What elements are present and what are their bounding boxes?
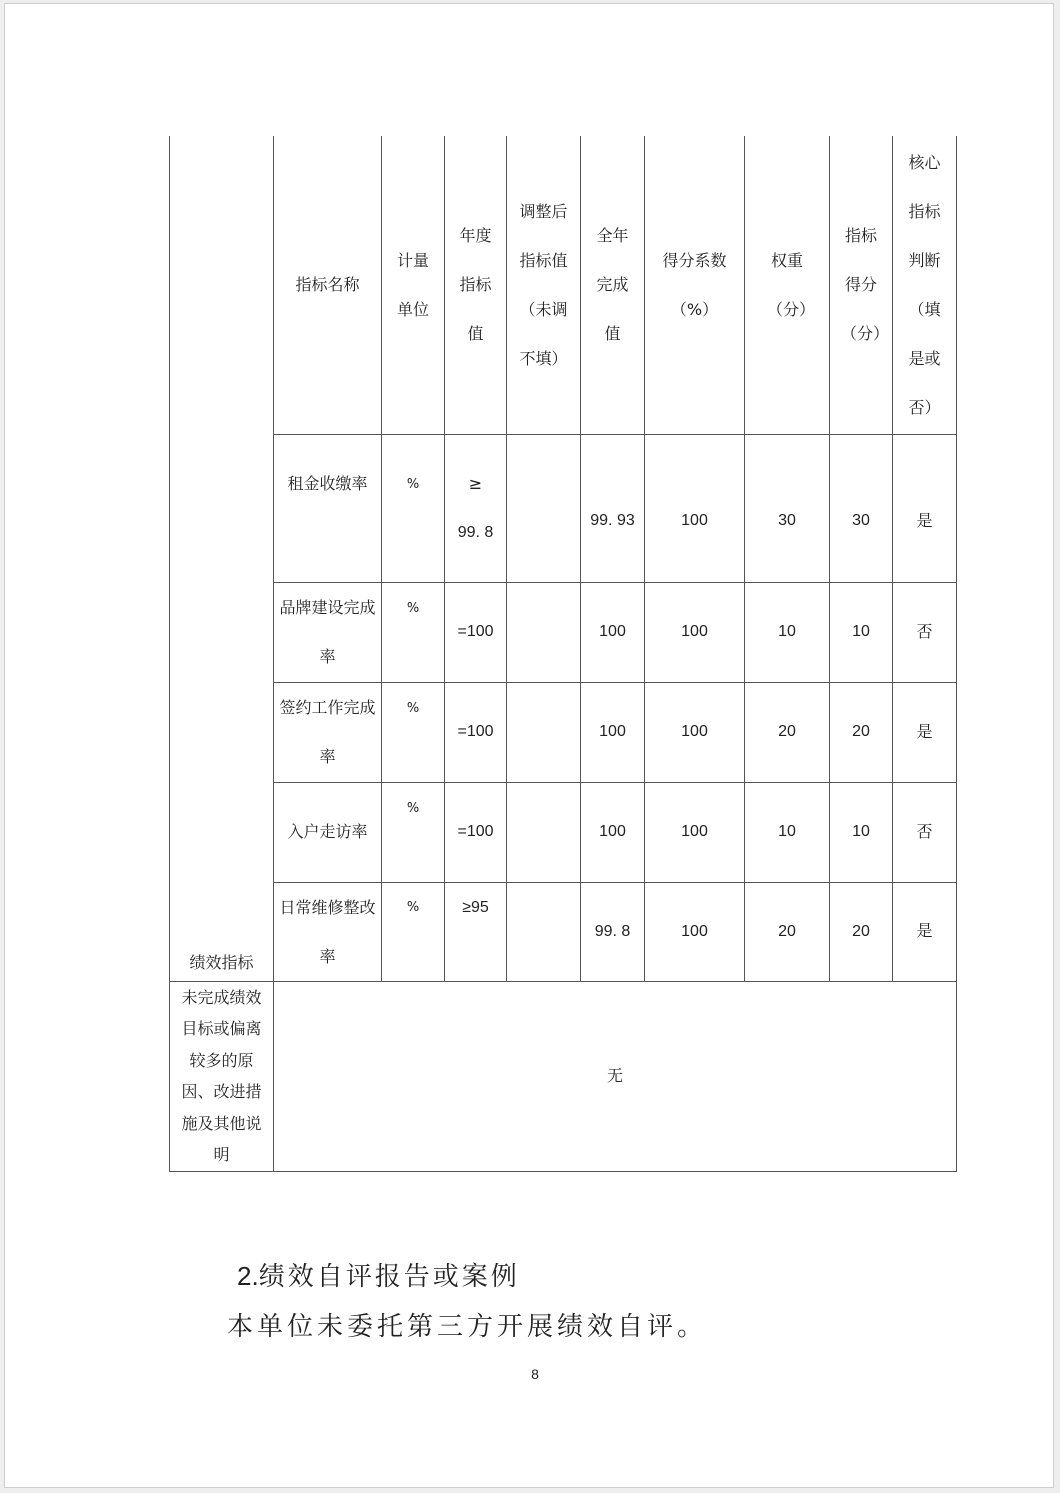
table-row [170,882,957,981]
notes-row [170,981,957,1171]
header-weight: 权重（分） [745,136,830,434]
adjusted-target-value [507,782,581,882]
category-label: 绩效指标 [189,953,254,972]
core-indicator-value: 否 [893,582,957,682]
notes-value-cell: 无 [274,981,957,1171]
annual-target-value: =100 [445,582,507,682]
adjusted-target-value [507,434,581,582]
actual-completion-value: 99. 93 [581,434,645,582]
section-body-text: 本单位未委托第三方开展绩效自评。 [227,1312,708,1342]
weight-value: 10 [745,582,830,682]
score-value: 20 [830,682,893,782]
score-coefficient-value: 100 [645,434,745,582]
header-adjusted-target: 调整后指标值（未调不填） [507,136,581,434]
weight-value: 30 [745,434,830,582]
section-number: 2. [237,1261,259,1291]
weight-value: 10 [745,782,830,882]
weight-value: 20 [745,882,830,981]
annual-target-value: =100 [445,682,507,782]
page-number: 8 [531,1366,539,1382]
annual-target-value: ≥ 99. 8 [445,434,507,582]
score-value: 10 [830,782,893,882]
core-indicator-value: 是 [893,682,957,782]
unit-value: % [382,582,445,682]
annual-target-value: ≥95 [445,882,507,981]
actual-completion-value: 99. 8 [581,882,645,981]
score-value: 20 [830,882,893,981]
annual-target-value: =100 [445,782,507,882]
indicator-name: 入户走访率 [274,782,382,882]
adjusted-target-value [507,582,581,682]
table-row [170,682,957,782]
header-actual-completion: 全年完成值 [581,136,645,434]
document-page [4,3,1054,1488]
section-title: 绩效自评报告或案例 [258,1262,520,1292]
score-coefficient-value: 100 [645,582,745,682]
unit-value: % [382,782,445,882]
header-unit: 计量单位 [382,136,445,434]
adjusted-target-value [507,682,581,782]
notes-label-cell: 未完成绩效目标或偏离较多的原因、改进措施及其他说明 [170,981,274,1171]
actual-completion-value: 100 [581,682,645,782]
actual-completion-value: 100 [581,782,645,882]
header-indicator-score: 指标得分（分） [830,136,893,434]
category-cell [170,136,274,981]
indicator-name: 日常维修整改率 [274,882,382,981]
table-row [170,782,957,882]
score-coefficient-value: 100 [645,682,745,782]
adjusted-target-value [507,882,581,981]
actual-completion-value: 100 [581,582,645,682]
score-coefficient-value: 100 [645,782,745,882]
score-value: 30 [830,434,893,582]
header-annual-target: 年度指标值 [445,136,507,434]
header-row [170,136,957,434]
header-indicator-name: 指标名称 [274,136,382,434]
score-coefficient-value: 100 [645,882,745,981]
indicator-name: 品牌建设完成率 [274,582,382,682]
indicator-name: 签约工作完成率 [274,682,382,782]
performance-indicator-table [169,136,957,1172]
unit-value: % [382,434,445,582]
header-score-coefficient: 得分系数（%） [645,136,745,434]
score-value: 10 [830,582,893,682]
core-indicator-value: 否 [893,782,957,882]
table-row [170,434,957,582]
unit-value: % [382,882,445,981]
core-indicator-value: 是 [893,882,957,981]
unit-value: % [382,682,445,782]
table-row [170,582,957,682]
core-indicator-value: 是 [893,434,957,582]
section-heading [237,1256,520,1293]
header-core-indicator: 核心指标判断（填是或否） [893,136,957,434]
weight-value: 20 [745,682,830,782]
indicator-name: 租金收缴率 [274,434,382,582]
